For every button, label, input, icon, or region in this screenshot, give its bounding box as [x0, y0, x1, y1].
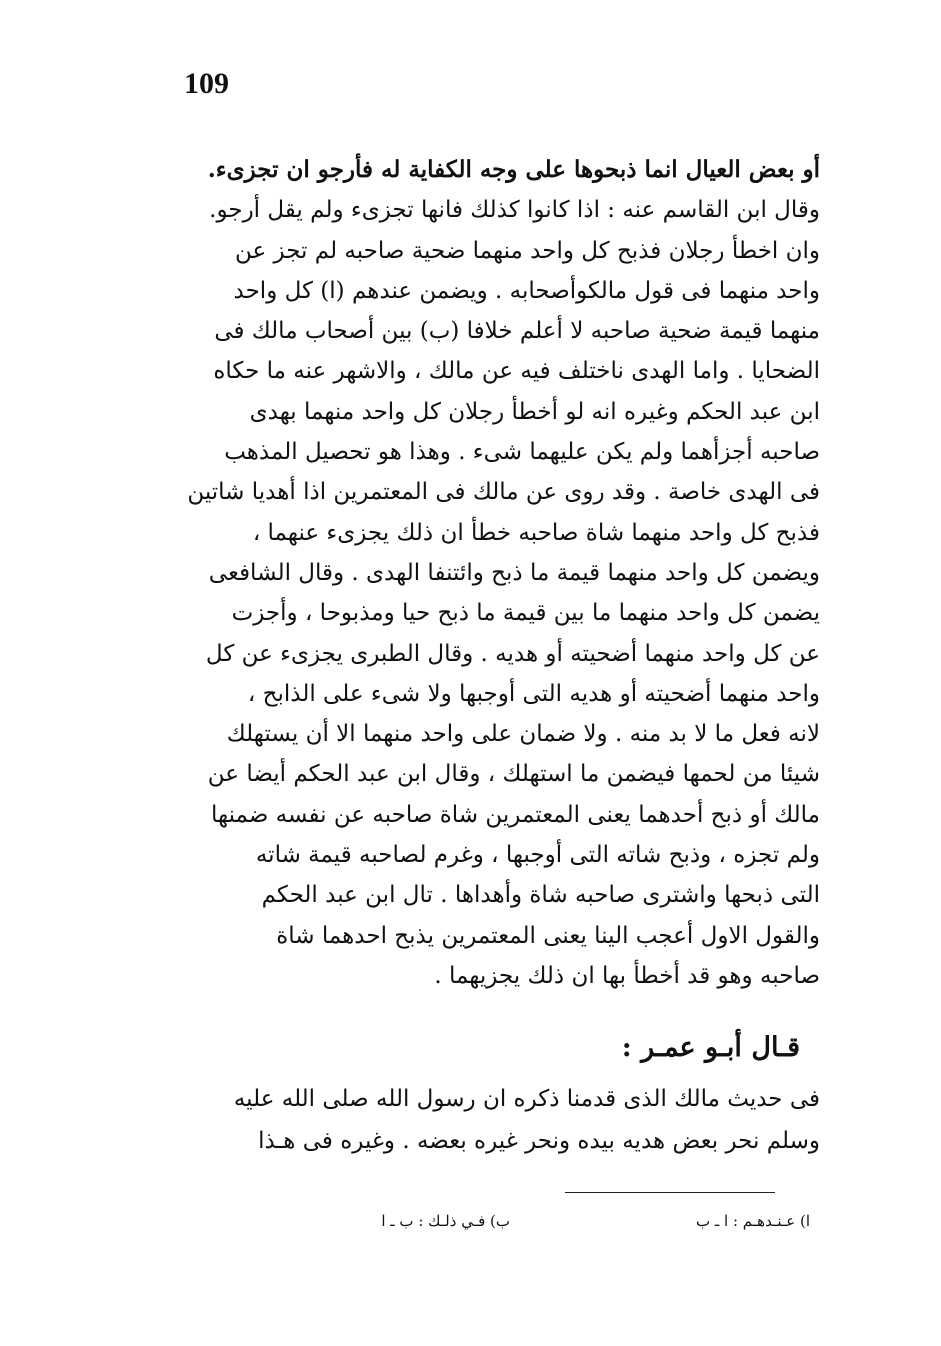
text-line-6: الضحايا . واما الهدى ناختلف فيه عن مالك ، والاشهر عنه ما حكاه: [213, 358, 820, 385]
footnotes: [230, 1206, 810, 1236]
text-line-15: لانه فعل ما لا بد منه . ولا ضمان على واحد منهما الا أن يستهلك: [226, 721, 820, 748]
text-line-10: فذبح كل واحد منهما شاة صاحبه خطأ ان ذلك يجزىء عنهما ،: [252, 519, 820, 546]
text-line-4: واحد منهما فى قول مالكوأصحابه . ويضمن عندهم (ا) كل واحد: [233, 277, 820, 304]
section-line-1: فى حديث مالك الذى قدمنا ذكره ان رسول الله صلى الله عليه: [233, 1086, 820, 1112]
text-line-8: صاحبه أجزأهما ولم يكن عليهما شىء . وهذا هو تحصيل المذهب: [224, 439, 820, 466]
text-line-19: التى ذبحها واشترى صاحبه شاة وأهداها . تال ابن عبد الحكم: [261, 882, 820, 909]
text-line-16: شيئا من لحمها فيضمن ما استهلك ، وقال ابن عبد الحكم أيضا عن: [207, 761, 820, 788]
text-line-3: وان اخطأ رجلان فذبح كل واحد منهما ضحية صاحبه لم تجز عن: [234, 237, 820, 264]
footnote-divider: [565, 1192, 775, 1193]
section-heading: قـال أبـو عمـر :: [621, 1032, 800, 1063]
text-line-5: منهما قيمة ضحية صاحبه لا أعلم خلافا (ب) بين أصحاب مالك فى: [214, 318, 820, 345]
text-line-13: عن كل واحد منهما أضحيته أو هديه . وقال الطبرى يجزىء عن كل: [205, 640, 820, 667]
page-number: 109: [184, 67, 229, 100]
text-line-18: ولم تجزه ، وذبح شاته التى أوجبها ، وغرم لصاحبه قيمة شاته: [255, 842, 820, 869]
text-line-11: ويضمن كل واحد منهما قيمة ما ذبح وائتنفا الهدى . وقال الشافعى: [208, 559, 820, 586]
text-line-12: يضمن كل واحد منهما ما بين قيمة ما ذبح حيا ومذبوحا ، وأجزت: [231, 600, 820, 627]
text-line-2: وقال ابن القاسم عنه : اذا كانوا كذلك فانها تجزىء ولم يقل أرجو.: [209, 197, 820, 224]
text-line-20: والقول الاول أعجب الينا يعنى المعتمرين يذبح احدهما شاة: [276, 922, 820, 949]
section-text-block: [140, 1078, 820, 1162]
text-line-21: صاحبه وهو قد أخطأ بها ان ذلك يجزيهما .: [434, 962, 820, 989]
section-line-2: وسلم نحر بعض هديه بيده ونحر غيره بعضه . وغيره فى هـذا: [258, 1128, 820, 1154]
main-text-block: [140, 150, 820, 996]
text-line-7: ابن عبد الحكم وغيره انه لو أخطأ رجلان كل واحد منهما بهدى: [249, 398, 820, 425]
text-line-17: مالك أو ذبح أحدهما يعنى المعتمرين شاة صاحبه عن نفسه ضمنها: [210, 801, 820, 828]
footnote-a: ا) عـنـدهـم : ا ـ ب: [695, 1212, 810, 1230]
footnote-b: ب) فـي ذلـك : ب ـ ا: [381, 1212, 510, 1230]
text-line-9: فى الهدى خاصة . وقد روى عن مالك فى المعتمرين اذا أهديا شاتين: [187, 479, 820, 506]
text-line-1: أو بعض العيال انما ذبحوها على وجه الكفاية له فأرجو ان تجزىء.: [207, 156, 820, 183]
text-line-14: واحد منهما أضحيته أو هديه التى أوجبها ولا شىء على الذابح ،: [247, 680, 820, 707]
